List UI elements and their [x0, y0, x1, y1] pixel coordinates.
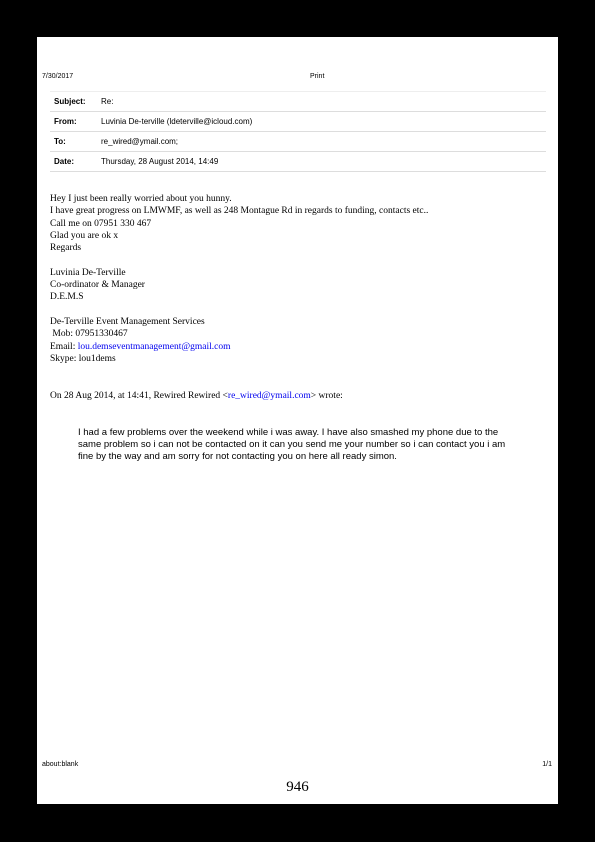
reply-email-link[interactable]: re_wired@ymail.com — [227, 390, 311, 401]
meta-label: Subject: — [54, 97, 86, 106]
meta-value: Re: — [101, 97, 114, 106]
signature-name: Luvinia De-Terville — [50, 267, 126, 278]
meta-row-subject — [50, 91, 546, 112]
reply-header-prefix: On 28 Aug 2014, at 14:41, Rewired Rewired < — [50, 390, 228, 401]
message-line: I have great progress on LMWMF, as well as 248 Montague Rd in regards to funding, contacts etc.. — [50, 206, 429, 217]
meta-row-from — [50, 112, 546, 132]
meta-row-date — [50, 152, 546, 172]
signature-email-link[interactable]: lou.demseventmanagement@gmail.com — [77, 341, 231, 352]
reply-header — [50, 390, 540, 402]
message-line: Regards — [50, 243, 82, 254]
meta-value: Luvinia De-terville (ldeterville@icloud.com) — [101, 117, 253, 126]
email-print-page — [37, 37, 558, 804]
page-number: 946 — [286, 779, 309, 795]
meta-label: From: — [54, 117, 77, 126]
message-line: Glad you are ok x — [50, 230, 119, 241]
reply-header-suffix: > wrote: — [310, 390, 343, 401]
print-date: 7/30/2017 — [42, 73, 74, 80]
quoted-message: I had a few problems over the weekend while i was away. I have also smashed my phone due to the same problem so i can not be contacted on it can you send me your number so i can contact you i am fine by the way and am sorry for not contacting you on here all ready simon. — [78, 427, 506, 462]
meta-label: To: — [54, 137, 66, 146]
signature-skype: Skype: lou1dems — [50, 353, 116, 364]
signature-email-line — [50, 341, 540, 353]
signature-email-label: Email: — [50, 341, 78, 352]
message-line: Hey I just been really worried about you hunny. — [50, 194, 232, 204]
meta-row-to — [50, 132, 546, 152]
meta-value: re_wired@ymail.com; — [101, 137, 179, 146]
signature-mobile: Mob: 07951330467 — [50, 329, 128, 340]
email-body — [50, 193, 540, 402]
message-line: Call me on 07951 330 467 — [50, 218, 152, 229]
meta-value: Thursday, 28 August 2014, 14:49 — [101, 157, 219, 166]
signature-org-short: D.E.M.S — [50, 292, 84, 303]
print-title: Print — [310, 73, 325, 80]
footer-url: about:blank — [42, 761, 79, 768]
signature-org: De-Terville Event Management Services — [50, 316, 205, 327]
footer-page-count: 1/1 — [542, 761, 552, 768]
email-meta-table — [50, 91, 546, 172]
signature-title: Co-ordinator & Manager — [50, 280, 145, 291]
meta-label: Date: — [54, 157, 75, 166]
